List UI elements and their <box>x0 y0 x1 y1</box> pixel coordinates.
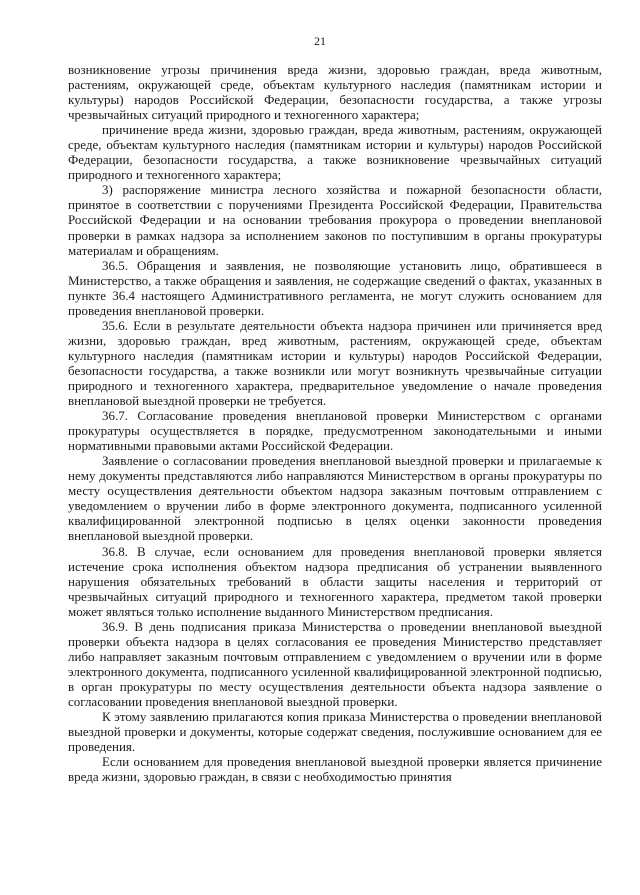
paragraph-harm-basis: Если основанием для проведения внеплановой выездной проверки является причинение вреда жизни, здоровью граждан, в связи с необходимостью принятия <box>68 754 602 785</box>
paragraph-attachments: К этому заявлению прилагаются копия приказа Министерства о проведении внеплановой выездной проверки и документы, которые содержат сведения, послужившие основанием для ее проведения. <box>68 709 602 755</box>
paragraph-36-8: 36.8. В случае, если основанием для проведения внеплановой проверки является истечение срока исполнения объектом надзора предписания об устранении выявленного нарушения обязательных требований в области защиты населения и территорий от чрезвычайных ситуаций природного и техногенного характера, предметом такой проверки может являться только исполнение выданного Министерством предписания. <box>68 543 602 619</box>
paragraph-minister-order: 3) распоряжение министра лесного хозяйства и пожарной безопасности области, принятое в соответствии с поручениями Президента Российской Федерации, Правительства Российской Федерации и на основании требования прокурора о проведении внеплановой проверки в рамках надзора за исполнением законов по поступившим в органы прокуратуры материалам и обращениям. <box>68 182 602 258</box>
paragraph-36-9: 36.9. В день подписания приказа Министерства о проведении внеплановой выездной проверки объекта надзора в целях согласования ее проведения Министерство представляет либо направляет заказным почтовым отправлением с уведомлением о вручении или в форме электронного документа, подписанного усиленной квалифицированной электронной подписью, в орган прокуратуры по месту осуществления деятельности объекта надзора заявление о согласовании проведения внеплановой выездной проверки. <box>68 618 602 709</box>
paragraph-35-6: 35.6. Если в результате деятельности объекта надзора причинен или причиняется вред жизни, здоровью граждан, вред животным, растениям, окружающей среде, объектам культурного наследия (памятникам истории и культуры) народов Российской Федерации, безопасности государства, а также возникли или могут возникнуть чрезвычайные ситуации природного и техногенного характера, предварительное уведомление о начале проведения внеплановой выездной проверки не требуется. <box>68 317 602 409</box>
paragraph-application-approval: Заявление о согласовании проведения внеплановой выездной проверки и прилагаемые к нему документы представляются либо направляются Министерством в органы прокуратуры по месту осуществления деятельности объектом надзора заказным почтовым отправлением с уведомлением о вручении либо в форме электронного документа, подписанного усиленной квалифицированной электронной подписью в целях оценки законности проведения внеплановой выездной проверки. <box>68 453 602 544</box>
paragraph-threat-of-harm: возникновение угрозы причинения вреда жизни, здоровью граждан, вреда животным, растениям, окружающей среде, объектам культурного наследия (памятникам истории и культуры) народов Российской Федерации, безопасности государства, а также угрозы чрезвычайных ситуаций природного и техногенного характера; <box>68 62 602 123</box>
page-number: 21 <box>314 34 326 48</box>
document-body <box>68 62 602 784</box>
paragraph-36-7: 36.7. Согласование проведения внеплановой проверки Министерством с органами прокуратуры осуществляется в порядке, предусмотренном законодательными и иными нормативными правовыми актами Российской Федерации. <box>68 408 602 454</box>
paragraph-36-5: 36.5. Обращения и заявления, не позволяющие установить лицо, обратившееся в Министерство, а также обращения и заявления, не содержащие сведений о фактах, указанных в пункте 36.4 настоящего Административного регламента, не могут служить основанием для проведения внеплановой проверки. <box>68 257 602 318</box>
paragraph-harm-caused: причинение вреда жизни, здоровью граждан, вреда животным, растениям, окружающей среде, объектам культурного наследия (памятникам истории и культуры) народов Российской Федерации, безопасности государства, а также возникновение чрезвычайных ситуаций природного и техногенного характера; <box>68 122 602 183</box>
